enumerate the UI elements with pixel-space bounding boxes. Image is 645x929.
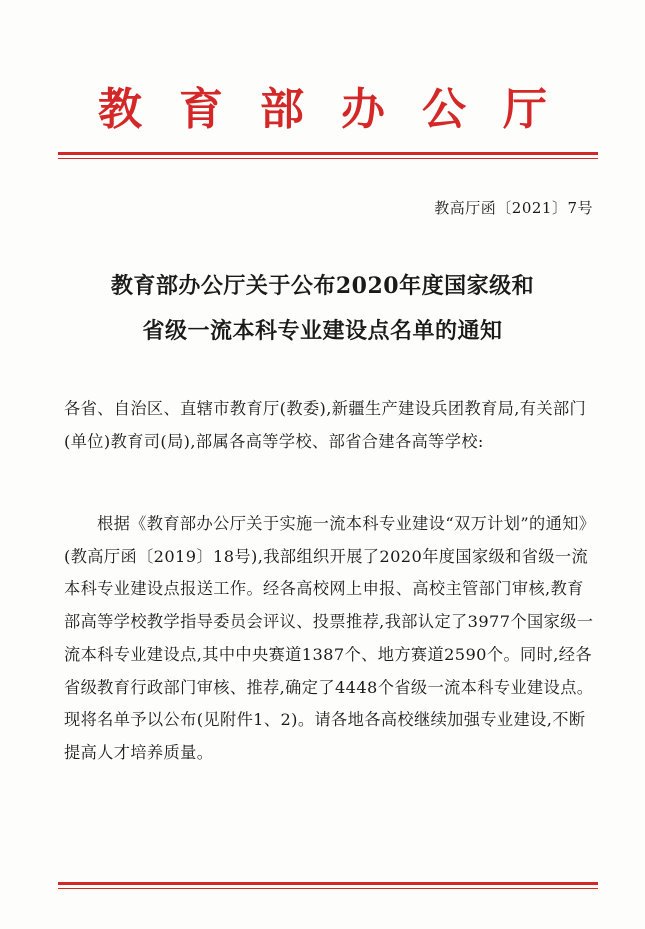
body-paragraph	[64, 508, 594, 770]
title-line-2: 省级一流本科专业建设点名单的通知	[142, 318, 503, 344]
masthead-char: 办	[341, 84, 385, 135]
footer-divider	[58, 882, 598, 889]
masthead-char: 育	[179, 84, 223, 135]
salutation	[64, 393, 594, 458]
salutation-text: 各省、自治区、直辖市教育厅(教委),新疆生产建设兵团教育局,有关部门(单位)教育司(局),部属各高等学校、部省合建各高等学校:	[64, 399, 587, 451]
masthead	[60, 80, 585, 140]
header-divider	[58, 152, 598, 159]
masthead-char: 教	[98, 84, 142, 135]
masthead-char: 厅	[503, 84, 547, 135]
masthead-char: 部	[260, 84, 304, 135]
masthead-char: 公	[422, 84, 466, 135]
body-paragraph-text: 根据《教育部办公厅关于实施一流本科专业建设“双万计划”的通知》(教高厅函〔2019〕18号),我部组织开展了2020年度国家级和省级一流本科专业建设点报送工作。经各高校网上申报、高校主管部门审核,教育部高等学校教学指导委员会评议、投票推荐,我部认定了3977个国家级一流本科专业建设点,其中中央赛道1387个、地方赛道2590个。同时,经各省级教育行政部门审核、推荐,确定了4448个省级一流本科专业建设点。现将名单予以公布(见附件1、2)。请各地各高校继续加强专业建设,不断提高人才培养质量。	[64, 514, 594, 762]
document-number: 教高厅函〔2021〕7号	[434, 199, 593, 217]
title-line-1: 教育部办公厅关于公布2020年度国家级和	[110, 273, 535, 299]
